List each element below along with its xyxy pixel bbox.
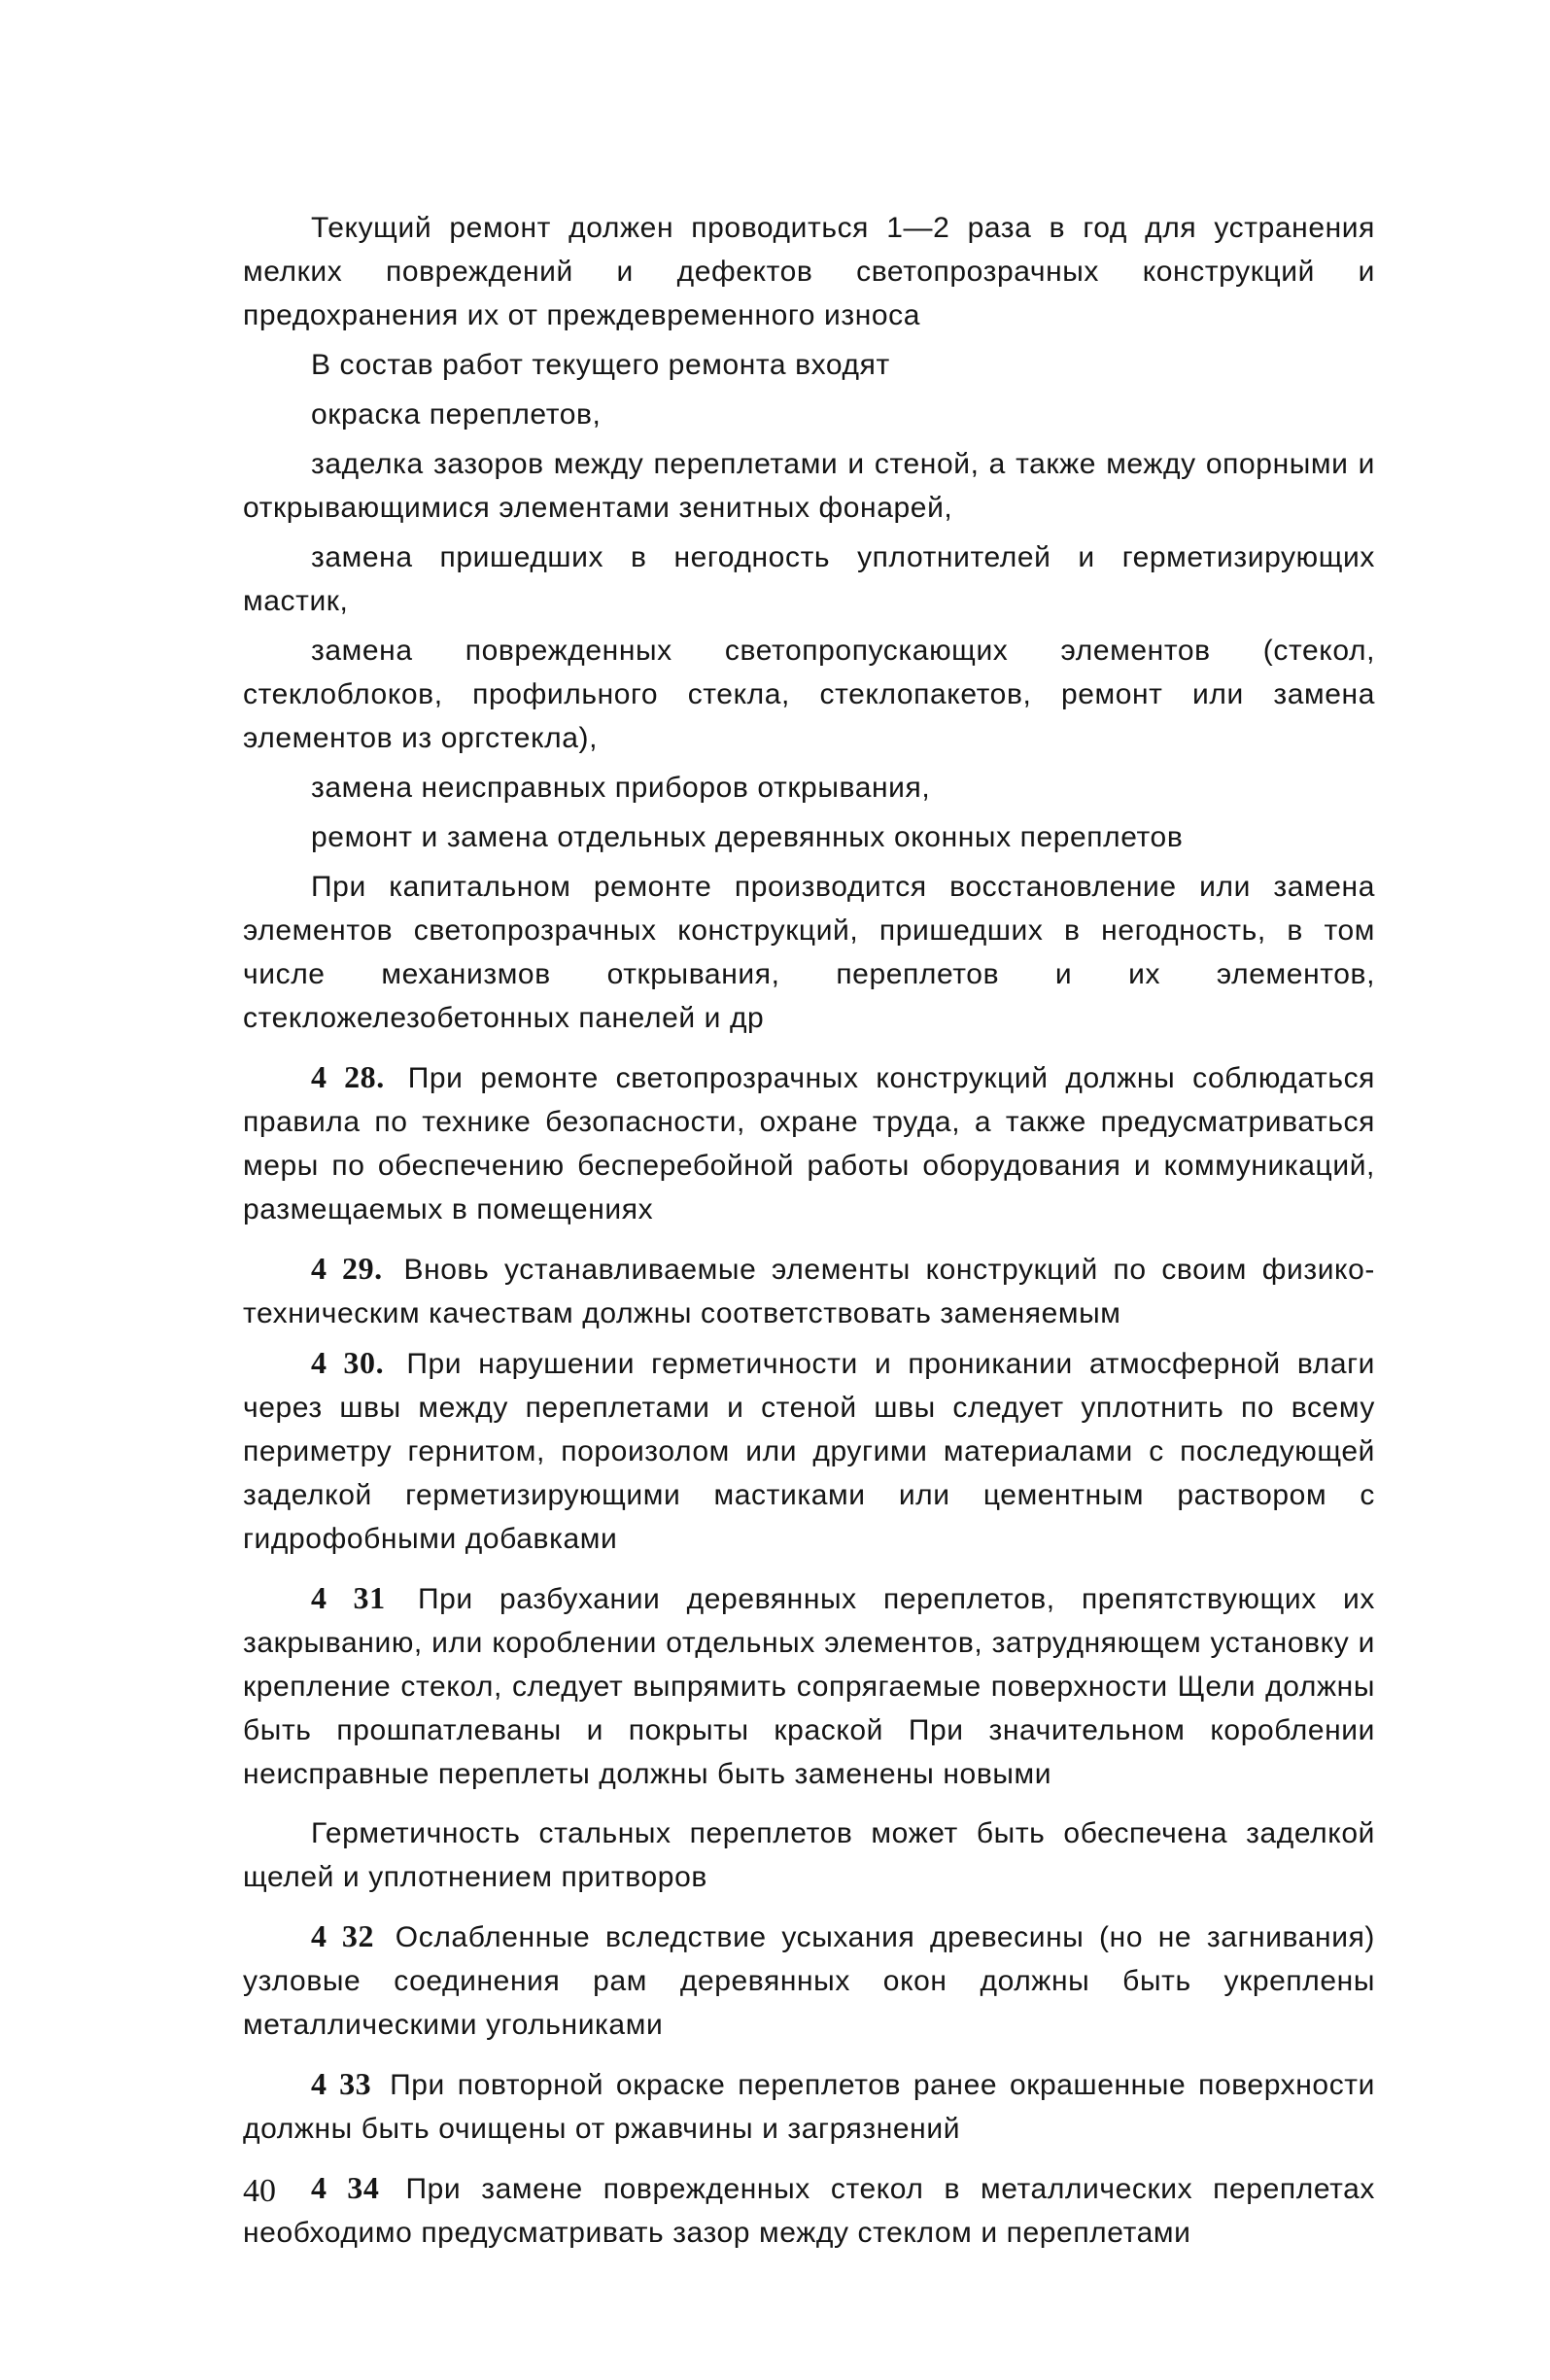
paragraph-text: ремонт и замена отдельных деревянных оконных переплетов — [311, 821, 1184, 853]
list-item — [243, 629, 1375, 760]
clause-4-30 — [243, 1341, 1375, 1561]
paragraph-text: В состав работ текущего ремонта входят — [311, 349, 890, 381]
list-item — [243, 442, 1375, 530]
paragraph-text: замена поврежденных светопропускающих элементов (стекол, стеклоблоков, профильного стекла, стеклопакетов, ремонт или замена элементов из оргстекла), — [243, 635, 1375, 754]
paragraph-capital-repair — [243, 865, 1375, 1040]
paragraph-text: замена пришедших в негодность уплотнителей и герметизирующих мастик, — [243, 541, 1375, 617]
paragraph-text: При замене поврежденных стекол в металлических переплетах необходимо предусматривать зазор между стеклом и переплетами — [243, 2173, 1375, 2249]
list-item — [243, 815, 1375, 859]
clause-4-28 — [243, 1055, 1375, 1231]
paragraph-text: При ремонте светопрозрачных конструкций должны соблюдаться правила по технике безопасности, охране труда, а также предусматриваться меры по обеспечению бесперебойной работы оборудования и коммуникаций, размещаемых в помещениях — [243, 1062, 1376, 1225]
list-item — [243, 393, 1375, 436]
paragraph-text: При капитальном ремонте производится восстановление или замена элементов светопрозрачных конструкций, пришедших в негодность, в том числе механизмов открывания, переплетов и их элементов, стекложелезобетонных панелей и др — [243, 871, 1375, 1034]
clause-number: 4 29. — [311, 1251, 383, 1286]
clause-4-33 — [243, 2062, 1375, 2151]
paragraph-text: замена неисправных приборов открывания, — [311, 772, 931, 804]
paragraph-text: Ослабленные вследствие усыхания древесины (но не загнивания) узловые соединения рам деревянных окон должны быть укреплены металлическими угольниками — [243, 1921, 1376, 2041]
clause-4-31 — [243, 1576, 1375, 1796]
paragraph-text: заделка зазоров между переплетами и стеной, а также между опорными и открывающимися элементами зенитных фонарей, — [243, 448, 1375, 524]
paragraph-works-list-intro — [243, 343, 1375, 387]
clause-number: 4 32 — [311, 1918, 375, 1953]
clause-number: 4 33 — [311, 2066, 372, 2101]
paragraph-text: Вновь устанавливаемые элементы конструкций по своим физико-техническим качествам должны соответствовать заменяемым — [243, 1254, 1375, 1329]
clause-number: 4 28. — [311, 1059, 385, 1094]
clause-number: 4 34 — [311, 2170, 380, 2205]
clause-number: 4 31 — [311, 1580, 386, 1615]
clause-4-34 — [243, 2166, 1375, 2255]
paragraph-text: Герметичность стальных переплетов может быть обеспечена заделкой щелей и уплотнением притворов — [243, 1817, 1375, 1893]
paragraph-text: При нарушении герметичности и проникании атмосферной влаги через швы между переплетами и стеной швы следует уплотнить по всему периметру гернитом, пороизолом или другими материалами с последующей заделкой герметизирующими мастиками или цементным раствором с гидрофобными добавками — [243, 1348, 1376, 1555]
paragraph-text: При разбухании деревянных переплетов, препятствующих их закрыванию, или короблении отдельных элементов, затрудняющем установку и крепление стекол, следует выпрямить сопрягаемые поверхности Щели должны быть прошпатлеваны и покрыты краской При значительном короблении неисправные переплеты должны быть заменены новыми — [243, 1583, 1376, 1790]
list-item — [243, 766, 1375, 810]
page-body — [243, 206, 1375, 2260]
clause-number: 4 30. — [311, 1345, 385, 1380]
clause-4-32 — [243, 1914, 1375, 2047]
paragraph-current-repair — [243, 206, 1375, 337]
paragraph-text: окраска переплетов, — [311, 398, 602, 431]
page-number: 40 — [243, 2173, 276, 2209]
list-item — [243, 535, 1375, 623]
paragraph-text: Текущий ремонт должен проводиться 1—2 раза в год для устранения мелких повреждений и дефектов светопрозрачных конструкций и предохранения их от преждевременного износа — [243, 212, 1375, 331]
clause-4-29 — [243, 1247, 1375, 1335]
paragraph-steel-frames — [243, 1811, 1375, 1899]
paragraph-text: При повторной окраске переплетов ранее окрашенные поверхности должны быть очищены от ржавчины и загрязнений — [243, 2069, 1376, 2145]
